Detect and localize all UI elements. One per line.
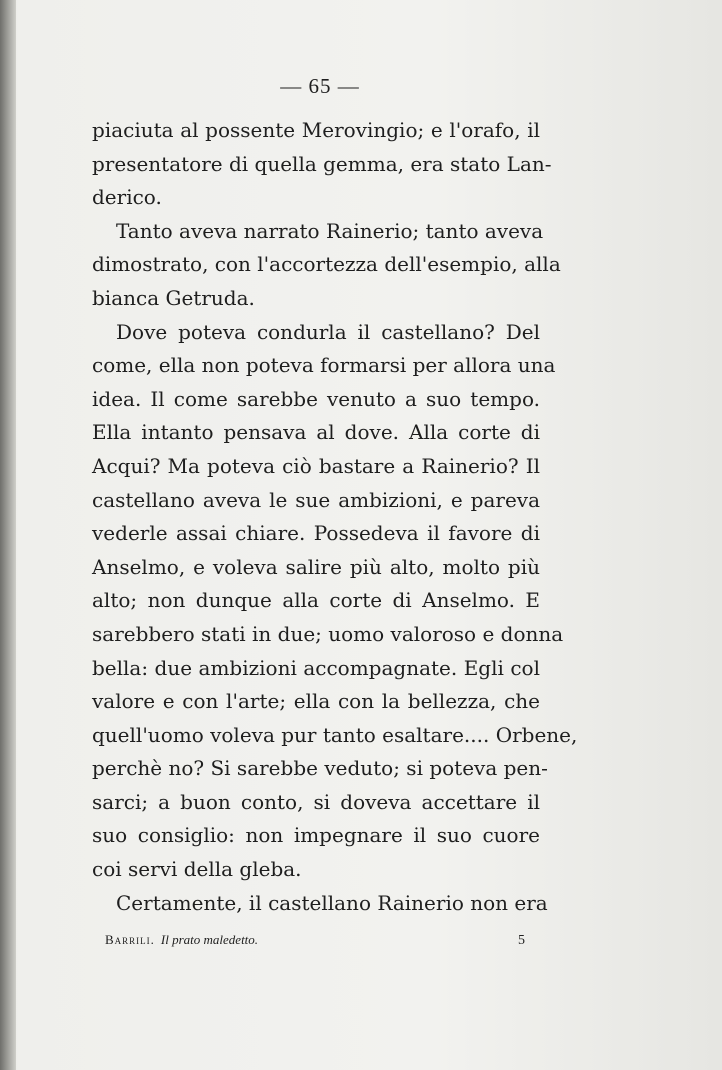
signature-mark: 5 bbox=[518, 933, 525, 948]
page-number: — 65 — bbox=[280, 74, 360, 98]
text-line: Anselmo, e voleva salire più alto, molto più bbox=[92, 554, 540, 579]
page-binding-edge bbox=[0, 0, 16, 1070]
text-line: valore e con l'arte; ella con la bellezza, che bbox=[92, 689, 540, 714]
text-line: sarci; a buon conto, si doveva accettare il bbox=[92, 789, 540, 814]
text-line: Acqui? Ma poteva ciò bastare a Rainerio? Il bbox=[92, 453, 540, 478]
text-line: Tanto aveva narrato Rainerio; tanto aveva bbox=[116, 218, 544, 243]
text-line: castellano aveva le sue ambizioni, e pareva bbox=[92, 487, 540, 512]
text-line: coi servi della gleba. bbox=[92, 857, 302, 882]
text-line: dimostrato, con l'accortezza dell'esempio, alla bbox=[92, 252, 561, 277]
text-line: Ella intanto pensava al dove. Alla corte di bbox=[92, 420, 540, 445]
text-line: sarebbero stati in due; uomo valoroso e donna bbox=[92, 621, 564, 646]
text-line: piaciuta al possente Merovingio; e l'orafo, il bbox=[92, 118, 540, 142]
text-line: bella: due ambizioni accompagnate. Egli col bbox=[92, 655, 540, 680]
text-line: quell'uomo voleva pur tanto esaltare.... Orbene, bbox=[92, 722, 578, 747]
body-text bbox=[92, 114, 578, 920]
text-line: derico. bbox=[92, 185, 162, 210]
page-footer bbox=[105, 932, 525, 949]
text-line: alto; non dunque alla corte di Anselmo. E bbox=[92, 588, 540, 613]
text-line: Dove poteva condurla il castellano? Del bbox=[116, 319, 540, 344]
footer-title: Il prato maledetto. bbox=[160, 932, 259, 947]
text-line: Certamente, il castellano Rainerio non era bbox=[116, 890, 548, 915]
text-line: perchè no? Si sarebbe veduto; si poteva pen- bbox=[92, 756, 548, 781]
footer-imprint bbox=[105, 932, 258, 948]
text-line: presentatore di quella gemma, era stato Lan- bbox=[92, 151, 552, 176]
footer-author: Barrili. bbox=[105, 932, 155, 947]
text-line: vederle assai chiare. Possedeva il favore di bbox=[92, 521, 540, 546]
text-line: suo consiglio: non impegnare il suo cuore bbox=[92, 823, 540, 848]
text-line: bianca Getruda. bbox=[92, 285, 255, 310]
text-line: come, ella non poteva formarsi per allora una bbox=[92, 353, 556, 378]
text-line: idea. Il come sarebbe venuto a suo tempo. bbox=[92, 386, 540, 411]
